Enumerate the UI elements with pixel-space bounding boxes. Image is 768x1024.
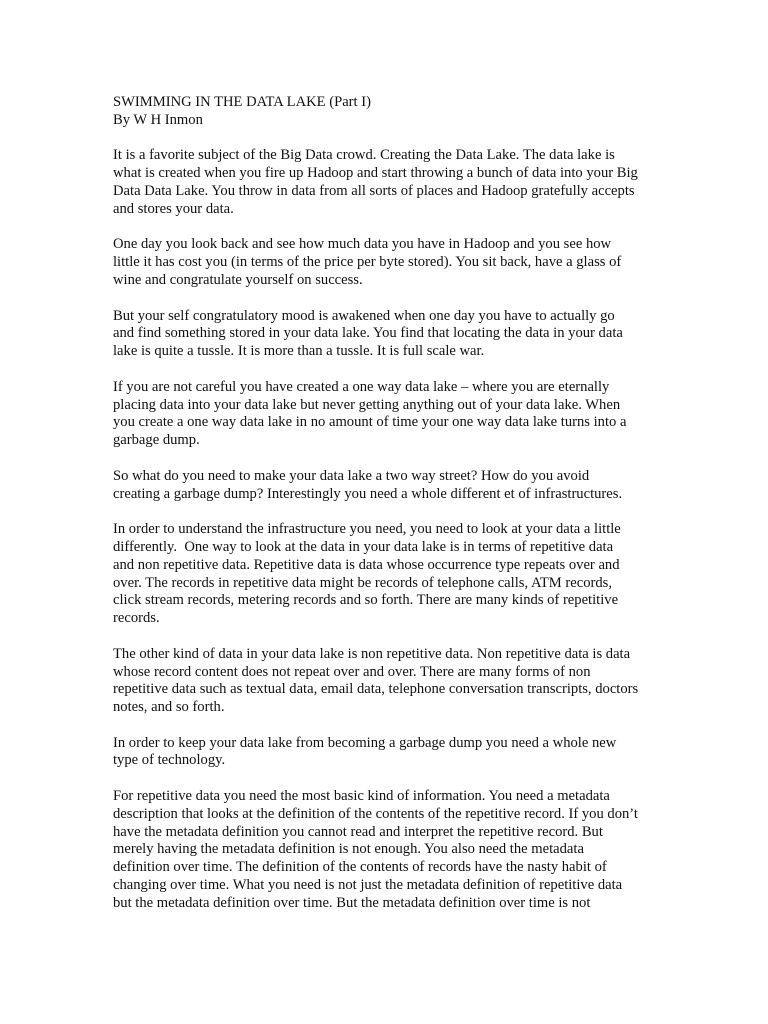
paragraph-line: you create a one way data lake in no amount of time your one way data lake turns into a bbox=[113, 414, 627, 431]
paragraph-line: wine and congratulate yourself on success. bbox=[113, 271, 363, 288]
paragraph-line: differently. One way to look at the data in your data lake is in terms of repetitive data bbox=[113, 538, 614, 555]
paragraph bbox=[113, 468, 658, 504]
paragraph-line: click stream records, metering records and so forth. There are many kinds of repetitive bbox=[113, 592, 619, 609]
paragraph-line: records. bbox=[113, 610, 160, 627]
paragraph-line: little it has cost you (in terms of the price per byte stored). You sit back, have a glass of bbox=[113, 254, 622, 271]
paragraph-line: lake is quite a tussle. It is more than a tussle. It is full scale war. bbox=[113, 343, 485, 360]
paragraph-line: type of technology. bbox=[113, 752, 226, 769]
paragraph-line: It is a favorite subject of the Big Data crowd. Creating the Data Lake. The data lake is bbox=[113, 147, 615, 164]
paragraph-line: and stores your data. bbox=[113, 200, 234, 217]
paragraph-line: changing over time. What you need is not just the metadata definition of repetitive data bbox=[113, 877, 623, 894]
paragraph-line: what is created when you fire up Hadoop and start throwing a bunch of data into your Big bbox=[113, 165, 638, 182]
paragraph-line: Data Data Lake. You throw in data from all sorts of places and Hadoop gratefully accepts bbox=[113, 182, 635, 199]
document-page bbox=[113, 94, 658, 930]
paragraph-line: and non repetitive data. Repetitive data is data whose occurrence type repeats over and bbox=[113, 556, 620, 573]
paragraph-line: placing data into your data lake but never getting anything out of your data lake. When bbox=[113, 396, 621, 413]
paragraph-line: For repetitive data you need the most basic kind of information. You need a metadata bbox=[113, 788, 610, 805]
paragraph bbox=[113, 735, 658, 771]
paragraph-line: over. The records in repetitive data might be records of telephone calls, ATM records, bbox=[113, 574, 612, 591]
paragraph-line: but the metadata definition over time. But the metadata definition over time is not bbox=[113, 894, 591, 911]
paragraph bbox=[113, 788, 658, 913]
paragraph-line: whose record content does not repeat over and over. There are many forms of non bbox=[113, 663, 591, 680]
paragraph-line: creating a garbage dump? Interestingly you need a whole different et of infrastructures. bbox=[113, 485, 623, 502]
paragraph-line: repetitive data such as textual data, email data, telephone conversation transcripts, doctors bbox=[113, 681, 639, 698]
paragraph bbox=[113, 646, 658, 717]
paragraph bbox=[113, 236, 658, 289]
paragraph-line: notes, and so forth. bbox=[113, 699, 225, 716]
paragraph bbox=[113, 379, 658, 450]
document-body bbox=[113, 147, 658, 912]
paragraph-line: The other kind of data in your data lake is non repetitive data. Non repetitive data is data bbox=[113, 645, 631, 662]
paragraph-line: have the metadata definition you cannot read and interpret the repetitive record. But bbox=[113, 823, 603, 840]
paragraph bbox=[113, 308, 658, 361]
paragraph bbox=[113, 147, 658, 218]
paragraph-line: description that looks at the definition of the contents of the repetitive record. If you don’t bbox=[113, 805, 638, 822]
document-title: SWIMMING IN THE DATA LAKE (Part I) bbox=[113, 94, 371, 110]
paragraph-line: garbage dump. bbox=[113, 432, 200, 449]
title-block bbox=[113, 94, 658, 130]
paragraph-line: and find something stored in your data lake. You find that locating the data in your data bbox=[113, 325, 623, 342]
paragraph-line: In order to keep your data lake from becoming a garbage dump you need a whole new bbox=[113, 734, 617, 751]
paragraph bbox=[113, 521, 658, 628]
paragraph-line: merely having the metadata definition is not enough. You also need the metadata bbox=[113, 841, 584, 858]
paragraph-line: If you are not careful you have created a one way data lake – where you are eternally bbox=[113, 378, 610, 395]
paragraph-line: In order to understand the infrastructure you need, you need to look at your data a little bbox=[113, 521, 621, 538]
paragraph-line: But your self congratulatory mood is awakened when one day you have to actually go bbox=[113, 307, 615, 324]
paragraph-line: So what do you need to make your data lake a two way street? How do you avoid bbox=[113, 467, 590, 484]
paragraph-line: definition over time. The definition of the contents of records have the nasty habit of bbox=[113, 859, 607, 876]
paragraph-line: One day you look back and see how much data you have in Hadoop and you see how bbox=[113, 236, 612, 253]
document-byline: By W H Inmon bbox=[113, 111, 203, 128]
